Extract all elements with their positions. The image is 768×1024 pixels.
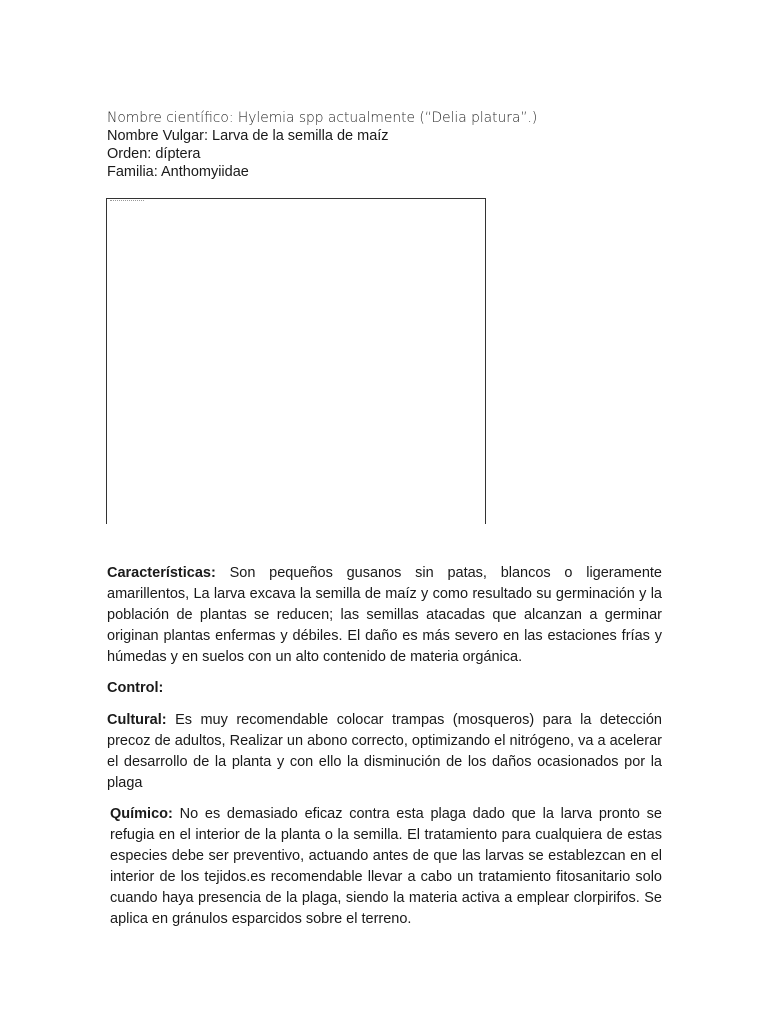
document-body: [107, 563, 662, 940]
quimico-paragraph: [107, 804, 662, 930]
cultural-paragraph: [107, 710, 662, 794]
cultural-label: Cultural:: [107, 712, 167, 728]
family-line: Familia: Anthomyiidae: [107, 164, 249, 180]
cultural-text: Es muy recomendable colocar trampas (mosqueros) para la detección precoz de adultos, Realizar un abono correcto, optimizando el nitrógeno, va a acelerar el desarrollo de la planta y con ello la disminución de los daños ocasionados por la plaga: [107, 712, 662, 791]
image-placeholder-frame: [106, 198, 486, 524]
quimico-text: No es demasiado eficaz contra esta plaga dado que la larva pronto se refugia en el interior de la planta o la semilla. El tratamiento para cualquiera de estas especies debe ser preventivo, actuando antes de que las larvas se establezcan en el interior de los tejidos.es recomendable llevar a cabo un tratamiento fitosanitario solo cuando haya presencia de la plaga, siendo la materia activa a emplear clorpirifos. Se aplica en gránulos esparcidos sobre el terreno.: [110, 806, 662, 927]
broken-image-caption: [110, 200, 144, 204]
scientific-name: Nombre científico: Hylemia spp actualmente (“Delia platura”.): [107, 110, 538, 126]
caracteristicas-paragraph: [107, 563, 662, 668]
caracteristicas-text: Son pequeños gusanos sin patas, blancos o ligeramente amarillentos, La larva excava la semilla de maíz y como resultado su germinación y la población de plantas se reducen; las semillas atacadas que alcanzan a germinar originan plantas enfermas y débiles. El daño es más severo en las estaciones frías y húmedas y en suelos con un alto contenido de materia orgánica.: [107, 565, 662, 665]
order-line: Orden: díptera: [107, 146, 201, 162]
control-label: Control:: [107, 680, 164, 696]
caracteristicas-label: Características:: [107, 565, 216, 581]
common-name: Nombre Vulgar: Larva de la semilla de maíz: [107, 128, 389, 144]
quimico-label: Químico:: [110, 806, 173, 822]
control-heading: [107, 678, 662, 699]
taxonomy-header: [107, 109, 667, 181]
